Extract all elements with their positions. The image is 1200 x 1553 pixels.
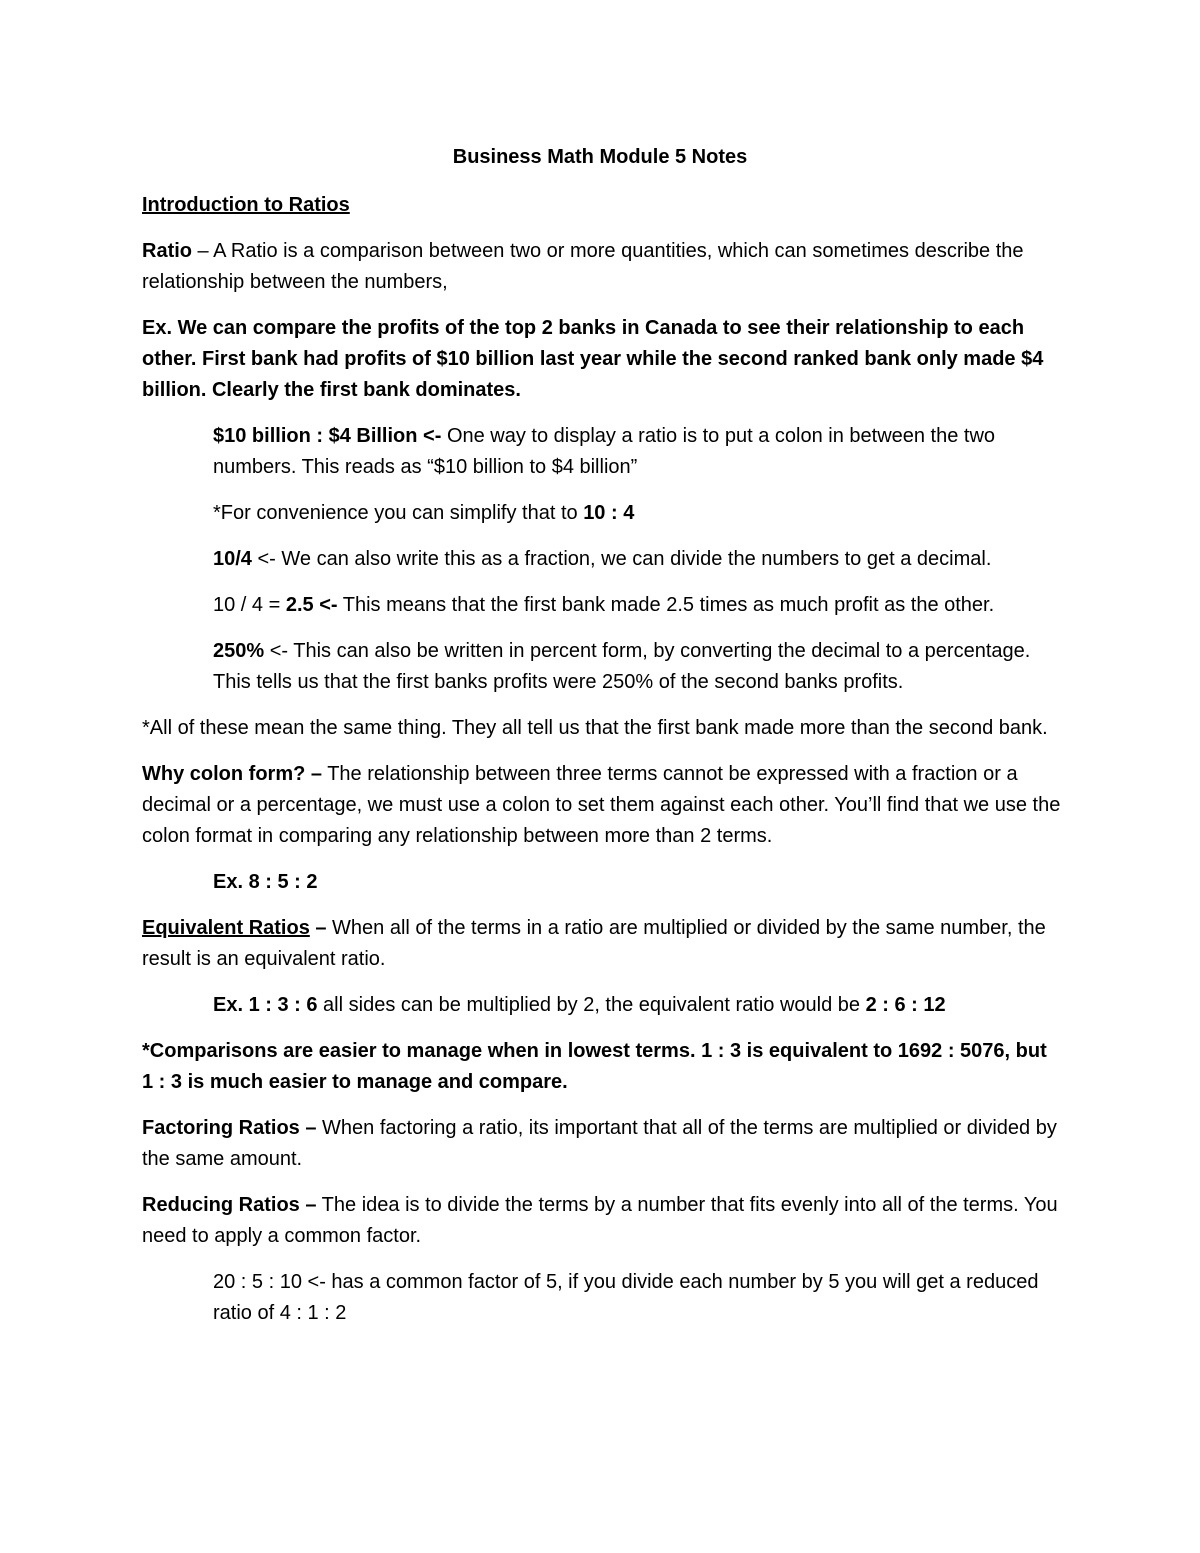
why-colon-text: The relationship between three terms cannot be expressed with a fraction or a decimal or a percentage, we must use a colon to set them against each other. You’ll find that we use the colon format in comparing any relationship between more than 2 terms. [142, 763, 1061, 847]
lowest-terms-note [142, 1036, 1062, 1098]
reducing-text: The idea is to divide the terms by a number that fits evenly into all of the terms. You need to apply a common factor. [142, 1194, 1058, 1247]
lowest-terms-text: *Comparisons are easier to manage when in lowest terms. 1 : 3 is equivalent to 1692 : 5076, but 1 : 3 is much easier to manage and compare. [142, 1040, 1047, 1093]
simplify-line-text: *For convenience you can simplify that to [213, 502, 584, 524]
ratio-term: Ratio [142, 240, 192, 262]
equivalent-example-text: all sides can be multiplied by 2, the equivalent ratio would be [317, 994, 866, 1016]
reducing-paragraph [142, 1190, 1062, 1252]
simplify-line [213, 498, 1062, 529]
document-title: Business Math Module 5 Notes [452, 146, 748, 168]
equivalent-example-bold2: 2 : 6 : 12 [865, 994, 946, 1016]
reducing-example: 20 : 5 : 10 <- has a common factor of 5, if you divide each number by 5 you will get a reduced ratio of 4 : 1 : 2 [213, 1271, 1039, 1324]
simplify-line-bold: 10 : 4 [583, 502, 635, 524]
three-term-example-text: Ex. 8 : 5 : 2 [213, 871, 318, 893]
equivalent-paragraph [142, 913, 1062, 975]
decimal-line-text: This means that the first bank made 2.5 times as much profit as the other. [337, 594, 995, 616]
fraction-line-text: <- We can also write this as a fraction, we can divide the numbers to get a decimal. [251, 548, 992, 570]
decimal-line [213, 590, 1062, 621]
factoring-term: Factoring Ratios – [142, 1117, 317, 1139]
heading-text: Introduction to Ratios [142, 194, 350, 216]
section-heading [142, 190, 1062, 221]
three-term-example [213, 867, 1062, 898]
colon-line [213, 421, 1062, 483]
equivalent-dash: – [309, 917, 327, 939]
factoring-text: When factoring a ratio, its important that all of the terms are multiplied or divided by the same amount. [142, 1117, 1057, 1170]
same-thing-note: *All of these mean the same thing. They all tell us that the first bank made more than the second bank. [142, 717, 1048, 739]
percent-line-bold: 250% [213, 640, 265, 662]
percent-line-text: <- This can also be written in percent form, by converting the decimal to a percentage. This tells us that the first banks profits were 250% of the second banks profits. [213, 640, 1031, 693]
colon-line-text: One way to display a ratio is to put a colon in between the two numbers. This reads as “$10 billion to $4 billion” [213, 425, 996, 478]
bank-example [142, 313, 1062, 406]
equivalent-example [213, 990, 1062, 1021]
decimal-line-bold: 2.5 <- [285, 594, 338, 616]
ratio-text: – A Ratio is a comparison between two or more quantities, which can sometimes describe the relationship between the numbers, [142, 240, 1024, 293]
reducing-term: Reducing Ratios – [142, 1194, 317, 1216]
why-colon-term: Why colon form? – [142, 763, 322, 785]
percent-line [213, 636, 1062, 698]
factoring-paragraph [142, 1113, 1062, 1175]
bank-example-text: Ex. We can compare the profits of the top 2 banks in Canada to see their relationship to each other. First bank had profits of $10 billion last year while the second ranked bank only made $4 billion. Clearly the first bank dominates. [142, 317, 1044, 401]
equivalent-term: Equivalent Ratios [142, 917, 310, 939]
document-body [142, 190, 1062, 1344]
equivalent-text: When all of the terms in a ratio are multiplied or divided by the same number, the result is an equivalent ratio. [142, 917, 1046, 970]
why-colon-paragraph [142, 759, 1062, 852]
equivalent-example-bold1: Ex. 1 : 3 : 6 [213, 994, 318, 1016]
ratio-definition [142, 236, 1062, 298]
fraction-line [213, 544, 1062, 575]
colon-line-bold: $10 billion : $4 Billion <- [213, 425, 442, 447]
fraction-line-bold: 10/4 [213, 548, 252, 570]
decimal-line-pre: 10 / 4 = [213, 594, 286, 616]
